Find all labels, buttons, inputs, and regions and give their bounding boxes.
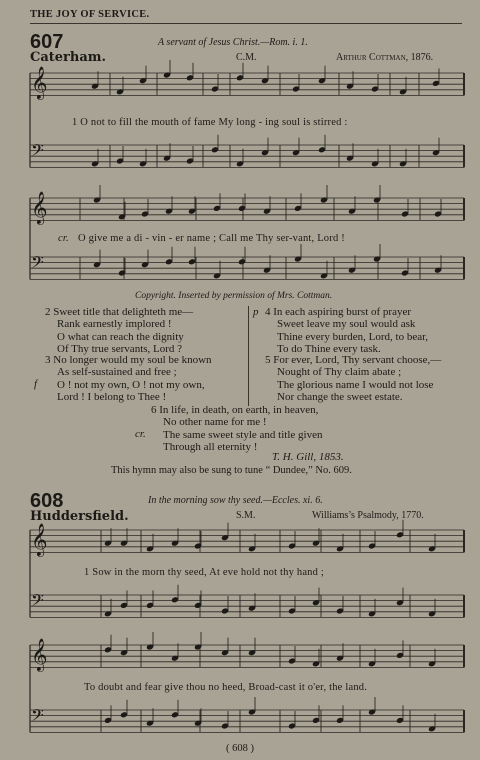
verse-line: 5 For ever, Lord, Thy servant choose,—	[265, 354, 442, 366]
author: T. H. Gill, 1853.	[272, 451, 344, 463]
lyric-line: To doubt and fear give thou no heed, Broad-cast it o'er, the land.	[84, 682, 368, 693]
verse-2	[45, 306, 193, 355]
lyric-line: 1 Sow in the morn thy seed, At eve hold not thy hand ;	[84, 567, 325, 578]
verse-line: 6 In life, in death, on earth, in heaven,	[151, 404, 319, 416]
verse-line: 3 No longer would my soul be known	[45, 354, 212, 366]
verse-line: Nought of Thy claim abate ;	[277, 366, 402, 379]
verse-line: Sweet leave my soul would ask	[277, 318, 416, 331]
lyric-line: 1 O not to fill the mouth of fame My long - ing soul is stirred :	[72, 117, 348, 128]
bass-clef-icon: 𝄢	[31, 252, 44, 276]
column-divider	[248, 306, 249, 406]
verse-line: O what can reach the dignity	[57, 330, 184, 343]
copyright-note: Copyright. Inserted by permission of Mrs. Cottman.	[135, 291, 333, 301]
bass-clef-icon: 𝄢	[31, 705, 44, 729]
lyric-line: O give me a di - vin - er name ; Call me Thy ser-vant, Lord !	[78, 233, 345, 244]
verse-line: Nor change the sweet estate.	[277, 390, 403, 403]
treble-clef-icon: 𝄞	[31, 66, 48, 99]
meter: C.M.	[236, 52, 257, 63]
verse-line: As self-sustained and free ;	[57, 366, 177, 379]
hymn-number: 607	[30, 31, 64, 53]
verse-line: No other name for me !	[163, 416, 267, 429]
alt-tune-note: This hymn may also be sung to tune “ Dundee,” No. 609.	[111, 465, 352, 476]
text-reference: A servant of Jesus Christ.—Rom. i. 1.	[158, 37, 308, 48]
verse-line: Of Thy true servants, Lord ?	[57, 342, 183, 355]
verse-3	[45, 354, 212, 403]
verse-5	[265, 354, 441, 403]
verse-line: To do Thine every task.	[277, 342, 381, 355]
verse-line: O ! not my own, O ! not my own,	[57, 378, 205, 391]
treble-clef-icon: 𝄞	[31, 523, 48, 556]
dynamic-mark: p	[253, 306, 259, 318]
verse-6	[151, 404, 322, 453]
tune-name: Caterham.	[30, 50, 107, 65]
page-number: ( 608 )	[226, 743, 254, 754]
composer: Arthur Cottman, 1876.	[336, 52, 434, 63]
verse-line: The same sweet style and title given	[163, 428, 323, 441]
treble-clef-icon: 𝄞	[31, 638, 48, 671]
hymn-number: 608	[30, 490, 64, 512]
treble-clef-icon: 𝄞	[31, 191, 48, 224]
text-reference: In the morning sow thy seed.—Eccles. xi. 6.	[148, 495, 323, 506]
meter: S.M.	[236, 510, 256, 521]
verse-line: 2 Sweet title that delighteth me—	[45, 306, 194, 318]
dynamic-mark: f	[34, 378, 38, 390]
bass-clef-icon: 𝄢	[31, 140, 44, 164]
dynamic-mark: cr.	[58, 233, 69, 244]
verse-line: Through all eternity !	[163, 440, 258, 453]
bass-clef-icon: 𝄢	[31, 590, 44, 614]
dynamic-mark: cr.	[135, 428, 146, 440]
verse-line: The glorious name I would not lose	[277, 378, 434, 391]
composer: Williams’s Psalmody, 1770.	[312, 510, 424, 521]
verse-line: Rank earnestly implored !	[57, 318, 172, 331]
tune-name: Huddersfield.	[30, 509, 129, 524]
verse-line: 4 In each aspiring burst of prayer	[265, 306, 412, 318]
verse-line: Thine every burden, Lord, to bear,	[277, 330, 429, 343]
verse-4	[265, 306, 428, 355]
verse-line: Lord ! I belong to Thee !	[57, 390, 167, 403]
running-head: THE JOY OF SERVICE.	[30, 9, 150, 20]
